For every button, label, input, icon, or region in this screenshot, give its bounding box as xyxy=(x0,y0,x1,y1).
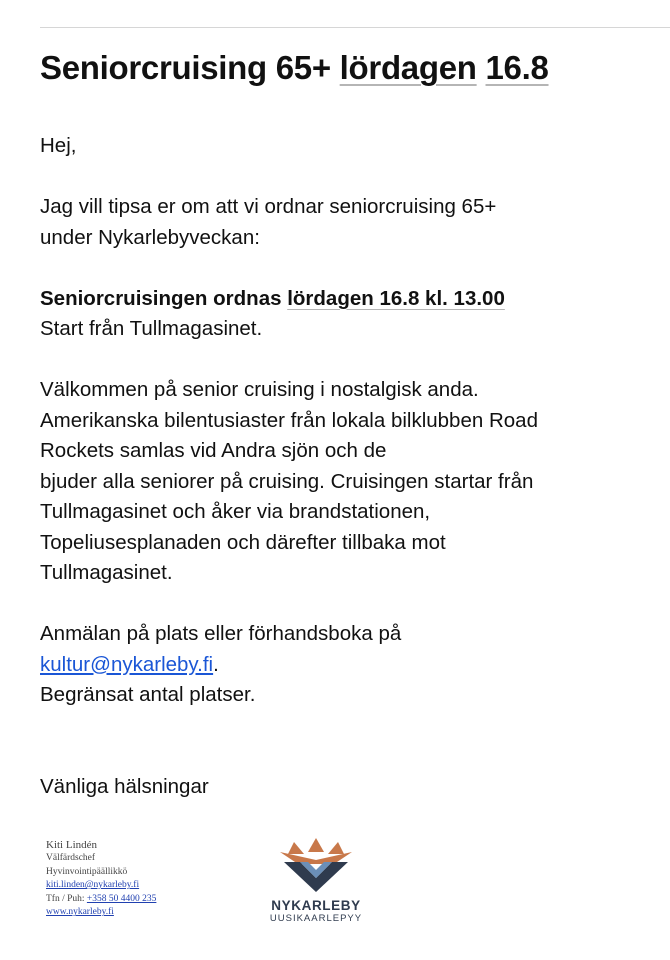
intro-line-1: Jag vill tipsa er om att vi ordnar seniorcruising 65+ xyxy=(40,195,497,218)
signature-title-sv: Välfärdschef xyxy=(46,853,96,863)
signup-email-line xyxy=(40,650,660,681)
signature-email-link[interactable]: kiti.linden@nykarleby.fi xyxy=(46,880,140,891)
title-spacer xyxy=(477,49,486,86)
message-title xyxy=(40,46,549,90)
top-divider xyxy=(40,27,670,28)
email-link[interactable]: kultur@nykarleby.fi xyxy=(40,652,214,676)
closing: Vänliga hälsningar xyxy=(40,774,209,798)
email-suffix: . xyxy=(213,652,219,676)
description-line: Amerikanska bilentusiaster från lokala bilklubben Road xyxy=(40,408,538,432)
intro-line-2: under Nykarlebyveckan: xyxy=(40,225,260,249)
nykarleby-logo xyxy=(263,834,369,925)
signature-website-link[interactable]: www.nykarleby.fi xyxy=(46,907,114,918)
signature-title-fi: Hyvinvointipäällikkö xyxy=(46,866,128,877)
message-body xyxy=(40,131,660,802)
signature-phone-line xyxy=(46,893,156,907)
title-date-link-2[interactable]: 16.8 xyxy=(485,49,549,86)
signup-line: Anmälan på plats eller förhandsboka på xyxy=(40,622,402,645)
event-date-link[interactable]: lördagen 16.8 kl. 13.00 xyxy=(287,286,505,310)
description-line: Topeliusesplanaden och därefter tillbaka mot xyxy=(40,530,446,554)
description-line: Tullmagasinet och åker via brandstationen, xyxy=(40,500,431,523)
title-date-link[interactable]: lördagen xyxy=(339,49,477,86)
signature-name: Kiti Lindén xyxy=(46,839,98,851)
greeting: Hej, xyxy=(40,134,77,157)
description-line: Rockets samlas vid Andra sjön och de xyxy=(40,439,387,462)
description-line: Välkommen på senior cruising i nostalgisk anda. xyxy=(40,378,479,401)
nykarleby-crown-logo-icon xyxy=(274,834,358,894)
logo-subname: UUSIKAARLEPYY xyxy=(269,913,363,924)
event-start: Start från Tullmagasinet. xyxy=(40,317,263,340)
phone-label: Tfn / Puh: xyxy=(46,893,87,904)
title-text: Seniorcruising 65+ xyxy=(40,49,340,86)
signature-phone-link[interactable]: +358 50 4400 235 xyxy=(86,893,157,904)
description-line: Tullmagasinet. xyxy=(40,561,173,584)
logo-name: NYKARLEBY xyxy=(271,898,361,913)
limited-seats: Begränsat antal platser. xyxy=(40,683,256,706)
event-heading-text: Seniorcruisingen ordnas xyxy=(40,286,288,310)
email-signature xyxy=(46,838,156,920)
event-heading xyxy=(40,284,660,315)
description-line: bjuder alla seniorer på cruising. Cruisingen startar från xyxy=(40,469,534,493)
